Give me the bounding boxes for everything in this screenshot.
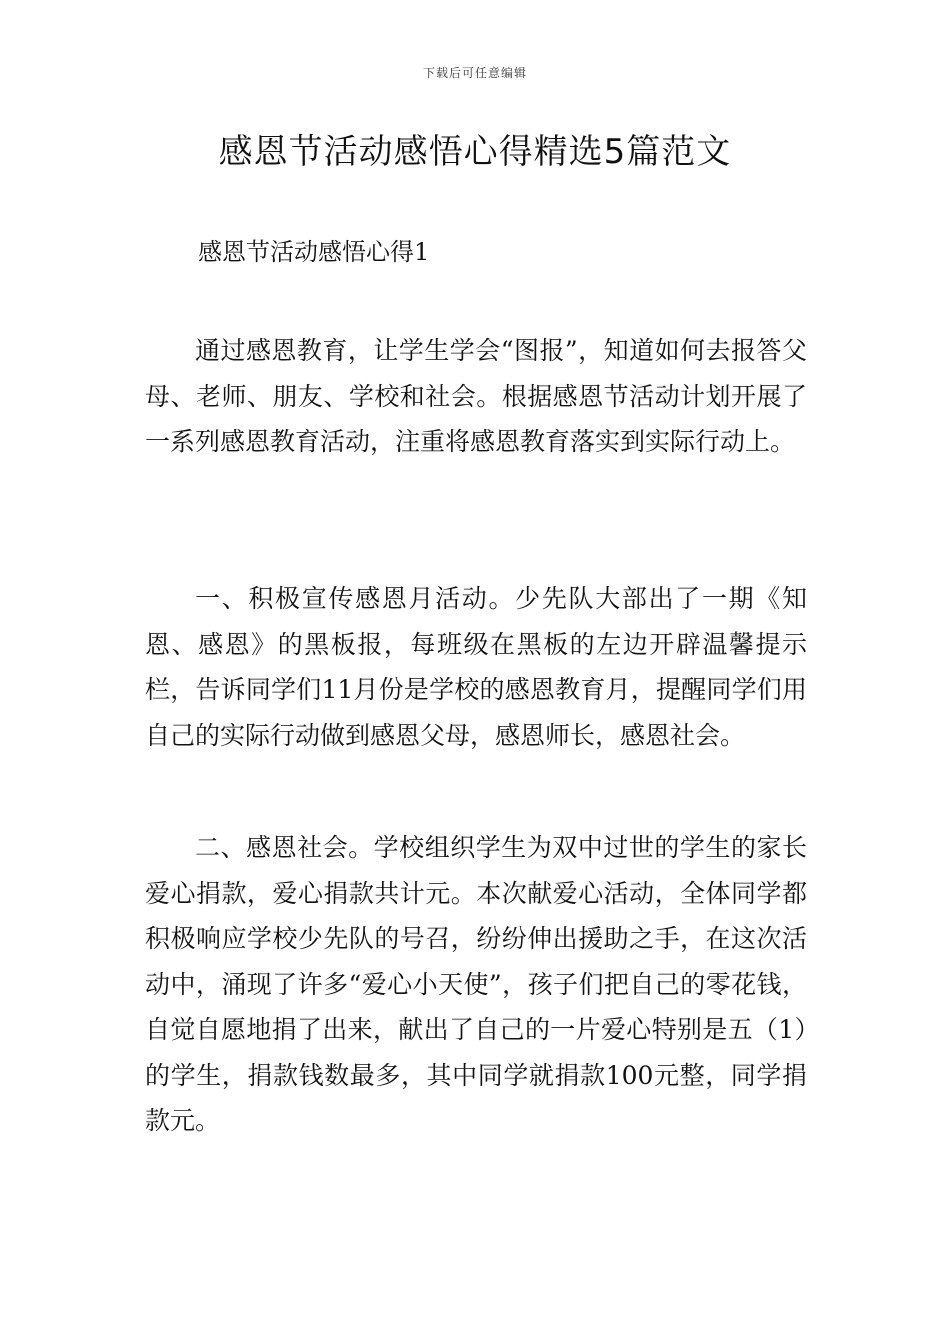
header-note: 下载后可任意编辑 [422, 66, 527, 80]
paragraph-block-1 [145, 328, 807, 465]
paragraph-block-2 [145, 576, 807, 758]
paragraph-2: 一、积极宣传感恩月活动。少先队大部出了一期《知恩、感恩》的黑板报，每班级在黑板的左边开辟温馨提示栏，告诉同学们11月份是学校的感恩教育月，提醒同学们用自己的实际行动做到感恩父母，感恩师长，感恩社会。 [145, 584, 807, 750]
section-heading: 感恩节活动感悟心得1 [198, 238, 430, 266]
document-title: 感恩节活动感悟心得精选5篇范文 [218, 132, 732, 172]
paragraph-3: 二、感恩社会。学校组织学生为双中过世的学生的家长爱心捐款，爱心捐款共计元。本次献爱心活动，全体同学都积极响应学校少先队的号召，纷纷伸出援助之手，在这次活动中，涌现了许多“爱心小天使”，孩子们把自己的零花钱，自觉自愿地捐了出来，献出了自己的一片爱心特别是五（1）的学生，捐款钱数最多，其中同学就捐款100元整，同学捐款元。 [145, 833, 807, 1135]
paragraph-block-3 [145, 825, 807, 1144]
paragraph-1: 通过感恩教育，让学生学会“图报”，知道如何去报答父母、老师、朋友、学校和社会。根据感恩节活动计划开展了一系列感恩教育活动，注重将感恩教育落实到实际行动上。 [145, 336, 807, 456]
